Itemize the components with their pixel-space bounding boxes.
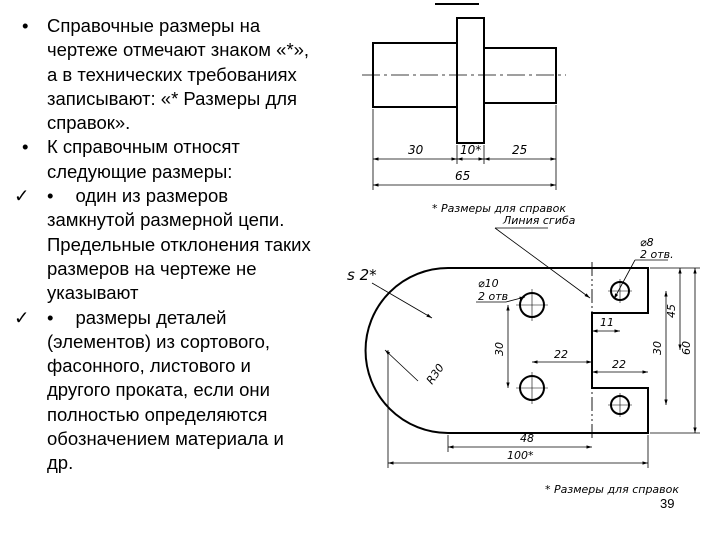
- sub-bullet-marker: •: [47, 306, 54, 328]
- dim-22-a: 22: [554, 348, 568, 361]
- bullet-text: Справочные размеры на чертеже отмечают знаком «*», а в технических требованиях записывают: «* Размеры для справок».: [47, 15, 310, 134]
- dim-48: 48: [520, 432, 534, 445]
- hole-8-dia: ⌀8: [640, 236, 654, 249]
- bend-line-label: Линия сгиба: [503, 214, 576, 227]
- radius-r30: R30: [423, 361, 447, 387]
- dim-60: 60: [680, 341, 693, 355]
- checkmark-icon: ✓: [14, 185, 30, 207]
- bullet-text: К справочным относят следующие размеры:: [47, 136, 240, 182]
- bullet-marker: •: [22, 15, 29, 36]
- dim-11: 11: [600, 316, 614, 329]
- dim-25: 25: [512, 143, 528, 157]
- sub-bullet-marker: •: [47, 185, 54, 207]
- checkmark-icon: ✓: [14, 306, 30, 328]
- dim-30-vertical: 30: [493, 342, 506, 356]
- dim-30: 30: [408, 143, 424, 157]
- plate-reference-note: * Размеры для справок: [545, 483, 680, 496]
- dim-22-b: 22: [612, 358, 626, 371]
- bullet-text: размеры деталей (элементов) из сортового, фасонного, листового и другого проката, если они полностью определяются обозначением материала и др.: [47, 306, 284, 474]
- dim-10-ref: 10*: [460, 143, 482, 157]
- hole-10-count: 2 отв: [478, 290, 509, 303]
- bullet-text: один из размеров замкнутой размерной цепи. Предельные отклонения таких размеров на чертеже не указывают: [47, 185, 311, 304]
- hole-8-count: 2 отв.: [640, 248, 674, 261]
- shaft-drawing: [362, 4, 566, 190]
- dim-100-ref: 100*: [507, 449, 534, 462]
- hole-10-dia: ⌀10: [478, 277, 499, 290]
- dim-30-right: 30: [651, 341, 664, 355]
- shaft-reference-note: * Размеры для справок: [432, 202, 567, 215]
- dim-45: 45: [665, 304, 678, 318]
- thickness-label: s 2*: [347, 266, 377, 284]
- bullet-marker: •: [22, 136, 29, 158]
- page-number: 39: [660, 496, 675, 511]
- dim-65: 65: [455, 169, 471, 183]
